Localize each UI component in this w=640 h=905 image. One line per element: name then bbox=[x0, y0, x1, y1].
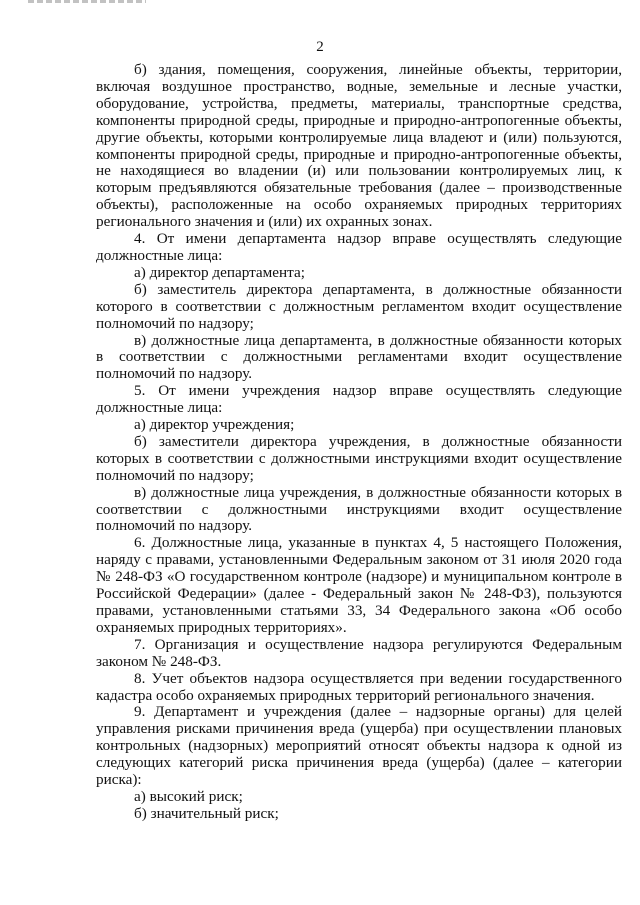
paragraph-8: 8. Учет объектов надзора осуществляется при ведении государственного кадастра особо охраняемых природных территорий регионального значения. bbox=[96, 669, 622, 704]
paragraph-4: 4. От имени департамента надзор вправе осуществлять следующие должностные лица: bbox=[96, 230, 622, 264]
paragraph-7: 7. Организация и осуществление надзора регулируются Федеральным законом № 248-ФЗ. bbox=[96, 635, 622, 670]
scan-artifact-mark bbox=[28, 0, 146, 3]
paragraph-5: 5. От имени учреждения надзор вправе осуществлять следующие должностные лица: bbox=[96, 382, 622, 417]
paragraph-9-a: а) высокий риск; bbox=[134, 787, 243, 805]
paragraph-5-b: б) заместители директора учреждения, в должностные обязанности которых в соответствии с должностными инструкциями входит осуществление полномочий по надзору; bbox=[96, 432, 622, 484]
paragraph-5-v: в) должностные лица учреждения, в должностные обязанности которых в соответствии с должностными инструкциями входит осуществление полномочий по надзору. bbox=[96, 483, 622, 535]
paragraph-6: 6. Должностные лица, указанные в пунктах 4, 5 настоящего Положения, наряду с правами, установленными Федеральным законом от 31 июля 2020 года № 248-ФЗ «О государственном контроле (надзоре) и муниципальном контроле в Российской Федерации» (далее - Федеральный закон № 248-ФЗ), пользуются правами, установленными статьями 33, 34 Федерального закона «Об особо охраняемых природных территориях». bbox=[96, 534, 622, 636]
paragraph-item-b-objects: б) здания, помещения, сооружения, линейные объекты, территории, включая воздушное пространство, водные, земельные и лесные участки, оборудование, устройства, предметы, материалы, транспортные средства, компоненты природной среды, природные и природно-антропогенные объекты, другие объекты, которыми контролируемые лица владеют и (или) пользуются, компоненты природной среды, природные и природно-антропогенные объекты, не находящиеся во владении (и) или пользовании контролируемых лиц, к которым предъявляются обязательные требования (далее – производственные объекты), расположенные на особо охраняемых природных территориях регионального значения и (или) их охранных зонах. bbox=[96, 61, 622, 231]
paragraph-9: 9. Департамент и учреждения (далее – надзорные органы) для целей управления рисками причинения вреда (ущерба) при осуществлении плановых контрольных (надзорных) мероприятий относят объекты надзора к одной из следующих категорий риска причинения вреда (ущерба) (далее – категории риска): bbox=[96, 703, 622, 789]
paragraph-9-b: б) значительный риск; bbox=[134, 804, 279, 822]
paragraph-4-b: б) заместитель директора департамента, в должностные обязанности которого в соответствии с должностным регламентом входит осуществление полномочий по надзору; bbox=[96, 280, 622, 332]
paragraph-4-a: а) директор департамента; bbox=[134, 263, 305, 281]
document-body bbox=[96, 62, 622, 823]
paragraph-4-v: в) должностные лица департамента, в должностные обязанности которых в соответствии с должностными регламентами входит осуществление полномочий по надзору. bbox=[96, 331, 622, 383]
page-number: 2 bbox=[316, 39, 324, 55]
paragraph-5-a: а) директор учреждения; bbox=[134, 416, 295, 434]
